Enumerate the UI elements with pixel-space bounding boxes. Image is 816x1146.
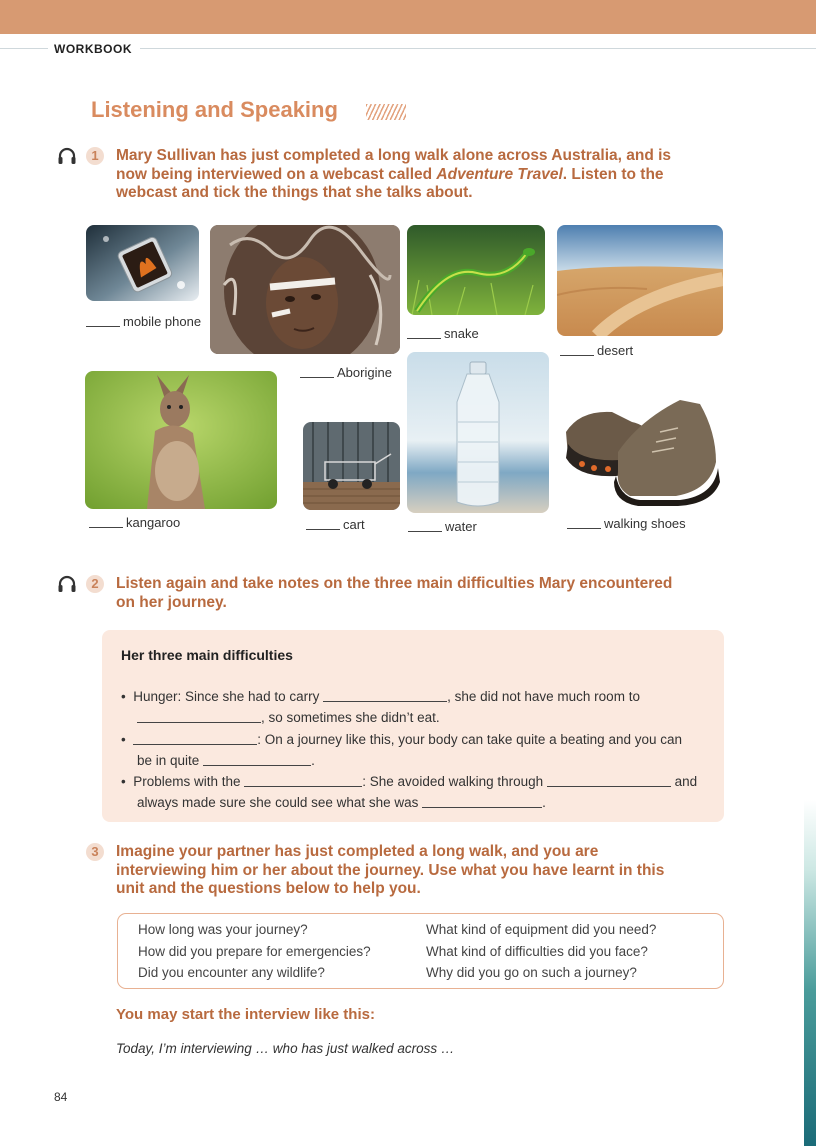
desert-photo [557,225,723,336]
answer-blank[interactable] [137,710,261,723]
difficulty-third-cont: always made sure she could see what she was . [137,795,546,810]
item-snake[interactable]: snake [407,326,479,341]
item-cart[interactable]: cart [306,517,365,532]
answer-blank[interactable] [547,774,671,787]
task1-instruction: Mary Sullivan has just completed a long walk alone across Australia, and is now being interviewed on a webcast called Adventure Travel. Listen to the webcast and tick the things that she talks about. [116,147,672,201]
workbook-label: WORKBOOK [48,42,140,56]
question-item: What kind of equipment did you need? [426,922,657,937]
question-item: How did you prepare for emergencies? [138,944,371,959]
kangaroo-photo [85,371,277,509]
start-heading: You may start the interview like this: [116,1006,375,1023]
walking-shoes-photo [560,392,723,507]
difficulty-hunger: • Hunger: Since she had to carry , she did not have much room to [121,689,640,704]
question-item: What kind of difficulties did you face? [426,944,648,959]
item-desert[interactable]: desert [560,343,633,358]
section-title: Listening and Speaking [91,97,338,122]
difficulty-hunger-cont: , so sometimes she didn’t eat. [137,710,440,725]
task3-instruction: Imagine your partner has just completed a long walk, and you are interviewing him or her about the journey. Use what you have learnt in this unit and the questions below to help you. [116,843,665,897]
start-line: Today, I’m interviewing … who has just walked across … [116,1041,455,1056]
item-aborigine[interactable]: Aborigine [300,365,392,380]
answer-blank[interactable] [203,753,311,766]
question-item: Did you encounter any wildlife? [138,965,325,980]
task-number: 3 [86,843,104,861]
headphones-icon[interactable] [57,147,77,165]
top-color-bar [0,0,816,34]
answer-blank[interactable] [323,689,447,702]
notes-box-title: Her three main difficulties [121,647,293,663]
item-mobile-phone[interactable]: mobile phone [86,314,201,329]
task-number: 1 [86,147,104,165]
item-walking-shoes[interactable]: walking shoes [567,516,686,531]
question-item: How long was your journey? [138,922,308,937]
answer-blank[interactable] [244,774,362,787]
difficulty-second: • : On a journey like this, your body can take quite a beating and you can [121,732,683,747]
item-water[interactable]: water [408,519,477,534]
answer-blank[interactable] [422,795,542,808]
water-bottle-photo [407,352,549,513]
aborigine-photo [210,225,400,354]
page-number: 84 [54,1090,68,1104]
mobile-phone-photo [86,225,199,301]
difficulty-second-cont: be in quite . [137,753,315,768]
task-number: 2 [86,575,104,593]
item-kangaroo[interactable]: kangaroo [89,515,180,530]
difficulty-third: • Problems with the : She avoided walking through and [121,774,698,789]
answer-blank[interactable] [133,732,257,745]
snake-photo [407,225,545,315]
headphones-icon[interactable] [57,575,77,593]
task2-instruction: Listen again and take notes on the three main difficulties Mary encountered on her journey. [116,575,673,611]
page-edge-decoration [804,800,816,1146]
question-item: Why did you go on such a journey? [426,965,637,980]
title-hatch-decoration [366,104,406,120]
cart-photo [303,422,400,510]
